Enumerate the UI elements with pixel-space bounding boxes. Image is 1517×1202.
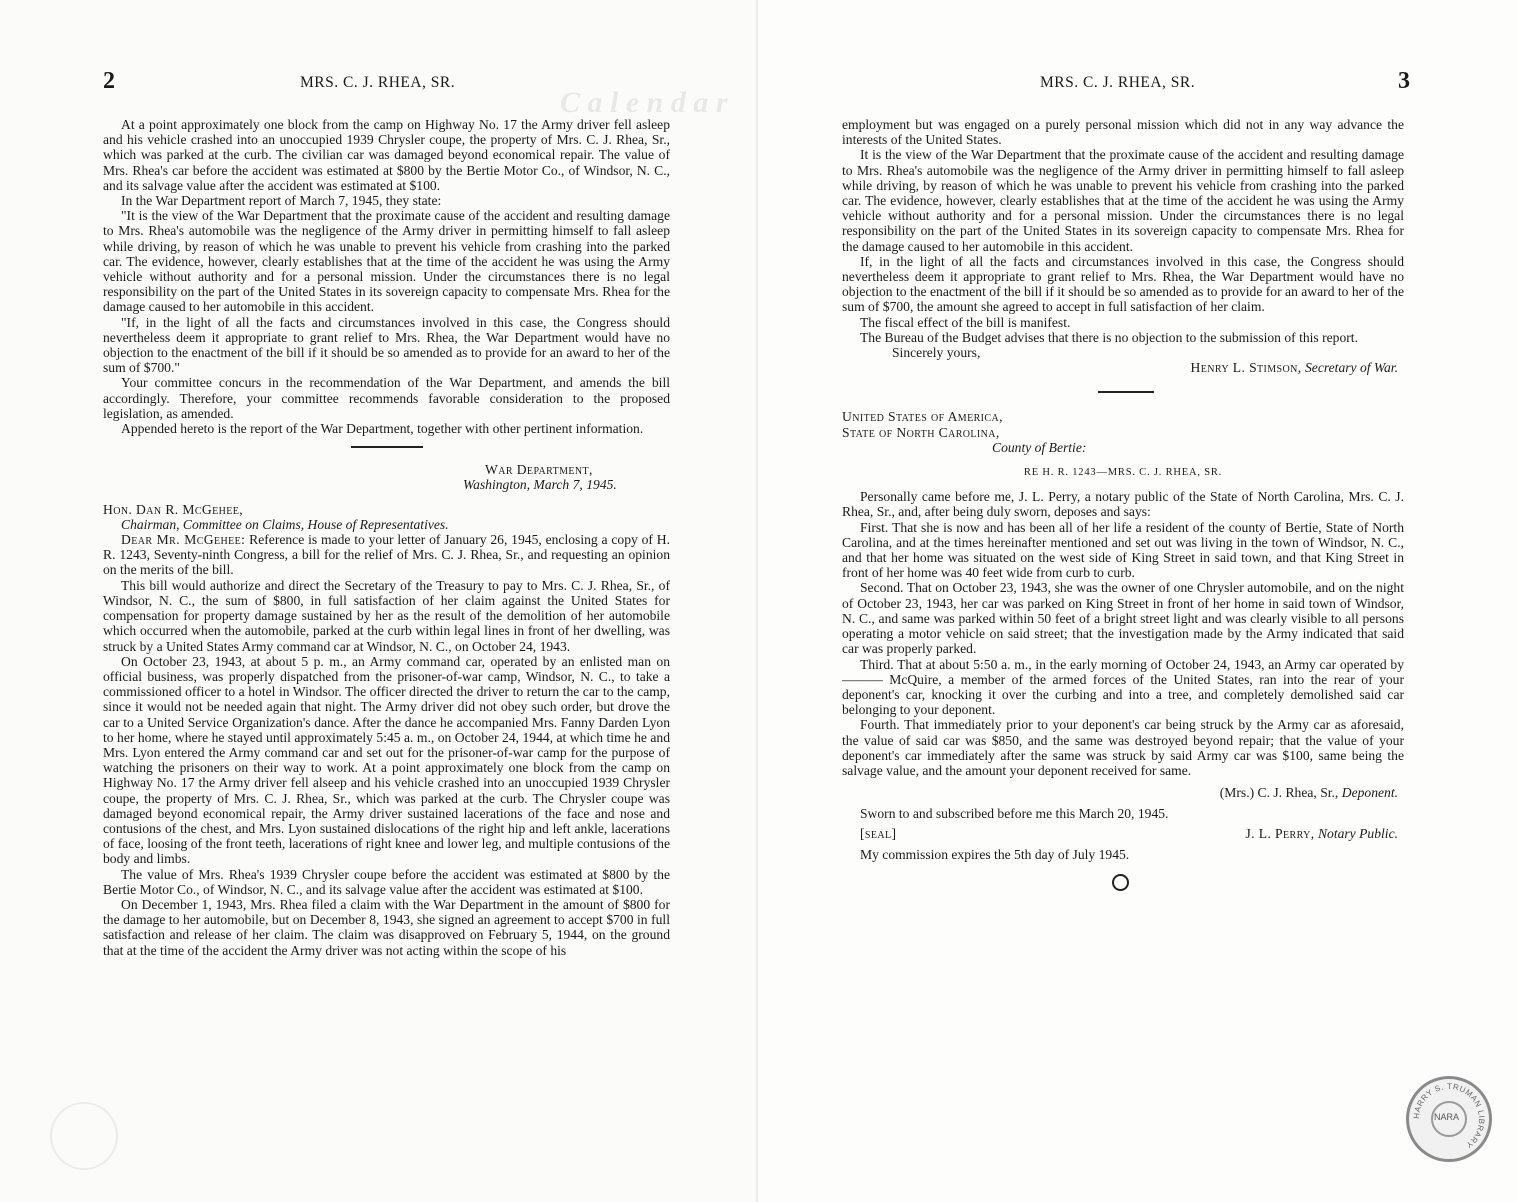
venue-state: State of North Carolina, — [842, 424, 1000, 440]
paragraph: First. That she is now and has been all of her life a resident of the county of Bertie, State of North Carolina, and at the times hereinafter mentioned and set out was living in the town of Windsor, N. C., and that her home was situated on the west side of King Street in said town, and that King Street in front of her home was 40 feet wide from curb to curb. — [842, 519, 1404, 581]
paragraph — [103, 532, 670, 578]
signature-title: Secretary of War. — [1304, 360, 1398, 376]
paragraph: "If, in the light of all the facts and circumstances involved in this case, the Congress should nevertheless deem it appropriate to grant relief to Mrs. Rhea, the War Department would have no objection to the enactment of the bill if it should be so amended as to provide for an award to her of the sum of $700." — [103, 314, 670, 376]
paragraph: Appended hereto is the report of the War Department, together with other pertinent information. — [121, 421, 644, 437]
left-body-text — [103, 117, 670, 958]
paragraph: The value of Mrs. Rhea's 1939 Chrysler coupe before the accident was estimated at $800 by the Bertie Motor Co., of Windsor, N. C., and its salvage value after the accident was estimated at $100. — [103, 866, 670, 897]
archive-stamp — [1406, 1076, 1492, 1162]
deponent-label: Deponent. — [1341, 785, 1398, 801]
section-rule — [1098, 391, 1154, 393]
left-page — [0, 0, 758, 1202]
paragraph: employment but was engaged on a purely personal mission which did not in any way advance the interests of the United States. — [842, 117, 1404, 148]
running-head: MRS. C. J. RHEA, SR. — [1040, 74, 1196, 91]
paragraph: On October 23, 1943, at about 5 p. m., an Army command car, operated by an enlisted man on official business, was properly dispatched from the prisoner-of-war camp, Windsor, N. C., to take a commissioned officer to a hotel in Windsor. The officer directed the driver to return the car to the camp, since it would not be needed again that night. The Army driver did not obey such order, but drove the car to a United Service Organization's dance. After the dance he accompanied Mrs. Fanny Darden Lyon to her home, where he stayed until approximately 5:45 a. m., on October 24, 1944, at which time he and Mrs. Lyon entered the Army command car and set out for the prisoner-of-war camp for the purpose of watching the prisoners on their way to work. At a point approximately one block from the camp on Highway No. 17 the Army driver fell alseep and his vehicle crashed into an unoccupied 1939 Chrysler coupe, the property of Mrs. C. J. Rhea, Sr., which was parked at the curb. The Chrysler coupe was damaged beyond economical repair, the Army driver sustained lacerations of the face and nose and contusions of the chest, and Mrs. Lyon sustained dislocations of the right hip and left ankle, lacerations of face, loosing of the front teeth, lacerations of right knee and lower leg, and multiple contusions of the body and limbs. — [103, 653, 670, 867]
stamp-ring-label: HARRY S. TRUMAN LIBRARY — [1411, 1081, 1487, 1150]
re-line: RE H. R. 1243—MRS. C. J. RHEA, SR. — [1023, 467, 1223, 479]
section-rule — [351, 446, 423, 448]
end-mark — [1112, 874, 1129, 891]
deponent-signature — [842, 785, 1404, 800]
paragraph: On December 1, 1943, Mrs. Rhea filed a claim with the War Department in the amount of $800 for the damage to her automobile, but on December 8, 1943, she signed an agreement to accept $700 in full satisfaction and release of her claim. The claim was disapproved on February 5, 1944, on the ground that at the time of the accident the Army driver was not acting within the scope of his — [103, 896, 670, 958]
deponent-name: (Mrs.) C. J. Rhea, Sr., — [1219, 785, 1339, 801]
venue-country: United States of America, — [842, 409, 1003, 425]
paragraph: In the War Department report of March 7, 1945, they state: — [121, 193, 442, 209]
signature — [842, 360, 1404, 375]
commission-line: My commission expires the 5th day of July 1945. — [860, 846, 1130, 862]
paragraph: Fourth. That immediately prior to your deponent's car being struck by the Army car as aforesaid, the value of said car was $850, and the same was destroyed beyond repair; that the value of your deponent's car immediately after the same was struck by said Army car was $100, same being the salvage value, and the amount your deponent received for same. — [842, 717, 1404, 778]
page-number: 2 — [103, 68, 115, 94]
right-page — [758, 0, 1517, 1202]
paragraph: At a point approximately one block from the camp on Highway No. 17 the Army driver fell asleep and his vehicle crashed into an unoccupied 1939 Chrysler coupe, the property of Mrs. C. J. Rhea, Sr., which was parked at the curb. The civilian car was damaged beyond economical repair. The value of Mrs. Rhea's car before the accident was estimated at $800 by the Bertie Motor Co., of Windsor, N. C., and its salvage value after the accident was estimated at $100. — [103, 117, 670, 193]
salutation: Dear Mr. McGehee: — [121, 532, 246, 548]
paragraph: Personally came before me, J. L. Perry, a notary public of the State of North Carolina, Mrs. C. J. Rhea, Sr., and, after being duly sworn, deposes and says: — [842, 489, 1404, 520]
signature-name: Henry L. Stimson, — [1190, 360, 1302, 376]
seal-label: [seal] — [860, 825, 897, 841]
addressee-title: Chairman, Committee on Claims, House of Representatives. — [121, 516, 449, 532]
paragraph: "It is the view of the War Department that the proximate cause of the accident and resulting damage to Mrs. Rhea's automobile was the negligence of the Army driver in permitting himself to fall asleep while driving, by reason of which he was unable to prevent his vehicle from crashing into the parked car. The evidence, however, clearly establishes that at the time of the accident he was using the Army vehicle without authority and for a personal mission. Under the circumstances there is no legal responsibility on the part of the United States in its sovereign capacity to compensate Mrs. Rhea for the damage caused to her automobile in this accident. — [103, 208, 670, 315]
paragraph: Second. That on October 23, 1943, she was the owner of one Chrysler automobile, and on the night of October 23, 1943, her car was parked on King Street in front of her home in said town of Windsor, N. C., and same was parked within 50 feet of a bright street light and was clearly visible to all persons operating a motor vehicle on said street; that the investigation made by the Army indicated that said car was properly parked. — [842, 580, 1404, 657]
running-head: MRS. C. J. RHEA, SR. — [300, 74, 456, 91]
faint-seal-mark — [50, 1102, 118, 1170]
paragraph: The Bureau of the Budget advises that there is no objection to the submission of this report. — [860, 329, 1358, 345]
paragraph: Third. That at about 5:50 a. m., in the early morning of October 24, 1943, an Army car operated by ——— McQuire, a member of the armed forces of the United States, ran into the rear of your deponent's car, knocking it over the curbing and into a tree, and completely demolished said car belonging to your deponent. — [842, 656, 1404, 718]
notary-name: J. L. Perry, — [1245, 825, 1315, 841]
notary-signature — [1245, 826, 1398, 841]
venue-county: County of Bertie: — [992, 439, 1087, 455]
closing: Sincerely yours, — [892, 345, 981, 361]
stamp-center-label: NARA — [1434, 1112, 1460, 1122]
addressee-name: Hon. Dan R. McGehee, — [103, 501, 244, 517]
letterhead — [103, 462, 670, 492]
paragraph: If, in the light of all the facts and circumstances involved in this case, the Congress should nevertheless deem it appropriate to grant relief to Mrs. Rhea, the War Department would have no objection to the enactment of the bill if it should be so amended as to provide for an award to her of the sum of $700, the amount she agreed to accept in full satisfaction of her claim. — [842, 253, 1404, 315]
paragraph: Your committee concurs in the recommendation of the War Department, and amends the bill accordingly. Therefore, your committee recommends favorable consideration to the proposed legislation, as amended. — [103, 375, 670, 421]
paragraph: The fiscal effect of the bill is manifest. — [860, 314, 1071, 330]
notary-line — [842, 826, 1404, 842]
bleed-through-text: C a l e n d a r — [560, 86, 728, 119]
right-body-text — [842, 117, 1404, 891]
notary-label: Notary Public. — [1317, 825, 1398, 841]
page-number: 3 — [1398, 68, 1410, 94]
letterhead-date: Washington, March 7, 1945. — [463, 477, 617, 493]
paragraph: It is the view of the War Department that the proximate cause of the accident and resulting damage to Mrs. Rhea's automobile was the negligence of the Army driver in permitting himself to fall asleep while driving, by reason of which he was unable to prevent his vehicle from crashing into the parked car. The evidence, however, clearly establishes that at the time of the accident he was using the Army vehicle without authority and for a personal mission. Under the circumstances there is no legal responsibility on the part of the United States in its sovereign capacity to compensate Mrs. Rhea for the damage caused to her automobile in this accident. — [842, 147, 1404, 254]
paragraph-text: Reference is made to your letter of January 26, 1945, enclosing a copy of H. R. 1243, Seventy-ninth Congress, a bill for the relief of Mrs. C. J. Rhea, Sr., and requesting an opinion on the merits of the bill. — [103, 532, 670, 578]
paragraph: This bill would authorize and direct the Secretary of the Treasury to pay to Mrs. C. J. Rhea, Sr., of Windsor, N. C., the sum of $800, in full satisfaction of her claim against the United States for compensation for property damage sustained by her as the result of the demolition of her automobile which occurred when the automobile, parked at the curb within legal lines in front of her dwelling, was struck by a United States Army command car at Windsor, N. C., on October 24, 1943. — [103, 577, 670, 654]
sworn-line: Sworn to and subscribed before me this March 20, 1945. — [860, 806, 1169, 822]
letterhead-department: War Department, — [485, 462, 593, 478]
